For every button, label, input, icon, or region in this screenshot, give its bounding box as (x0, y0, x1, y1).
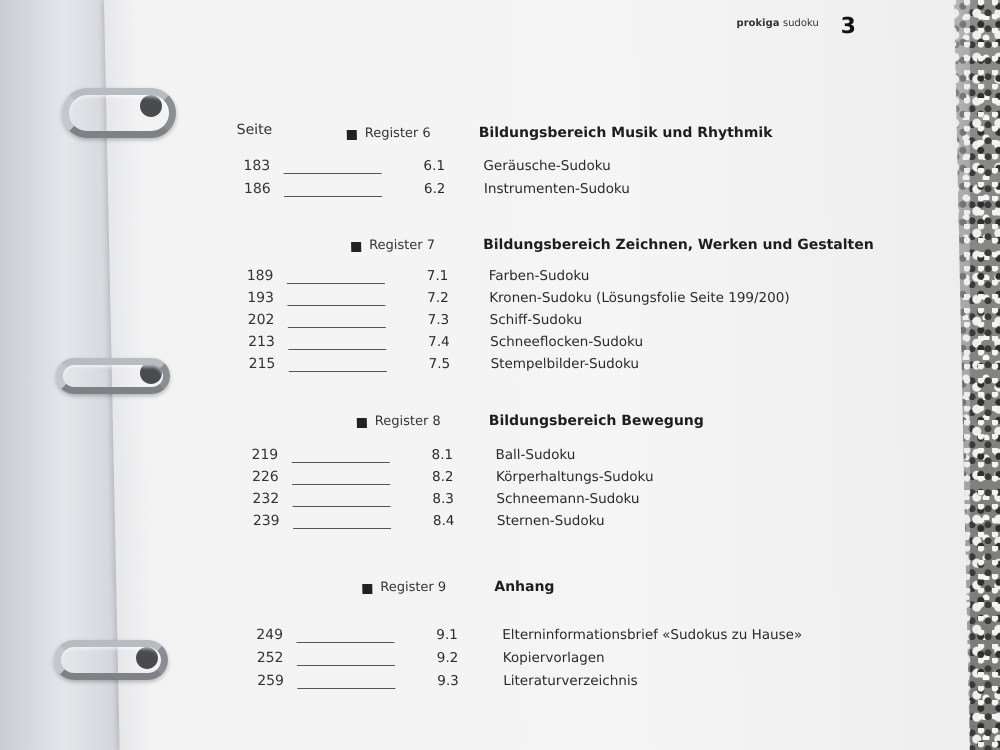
entry-title: Schiff-Sudoku (489, 312, 583, 328)
leader-line (289, 371, 387, 372)
entry-section-number: 9.1 (436, 627, 458, 643)
register-title: Bildungsbereich Bewegung (488, 413, 705, 429)
register-bullet (362, 584, 372, 594)
leader-line (292, 484, 390, 485)
entry-page-number: 183 (243, 158, 271, 174)
entry-title: Sternen-Sudoku (496, 513, 605, 529)
entry-section-number: 8.2 (431, 469, 454, 485)
entry-page-number: 202 (247, 312, 275, 328)
entry-section-number: 8.3 (432, 491, 455, 507)
leader-line (292, 462, 390, 463)
entry-page-number: 239 (252, 513, 280, 529)
entry-section-number: 7.3 (427, 312, 450, 328)
entry-title: Geräusche-Sudoku (483, 158, 611, 174)
entry-section-number: 7.1 (426, 268, 449, 284)
entry-section-number: 7.4 (427, 334, 450, 350)
register-label: Register 7 (368, 238, 436, 253)
entry-title: Instrumenten-Sudoku (483, 181, 631, 197)
entry-page-number: 215 (248, 356, 276, 372)
register-title: Bildungsbereich Zeichnen, Werken und Gestalten (482, 237, 874, 253)
register-label: Register 8 (374, 414, 441, 429)
entry-page-number: 226 (251, 469, 279, 485)
entry-page-number: 193 (247, 290, 275, 306)
document-page (104, 0, 970, 750)
header-brand: prokiga sudoku (736, 18, 819, 29)
entry-section-number: 7.5 (428, 356, 451, 372)
entry-section-number: 9.3 (437, 673, 459, 689)
binder-ring-middle (56, 358, 170, 394)
entry-page-number: 259 (257, 673, 285, 689)
leader-line (284, 173, 382, 174)
entry-section-number: 6.1 (423, 158, 446, 174)
entry-page-number: 189 (246, 268, 274, 284)
entry-title: Schneeflocken-Sudoku (489, 334, 644, 350)
register-bullet (347, 130, 357, 140)
entry-title: Farben-Sudoku (488, 268, 590, 284)
binder-ring-bottom (54, 640, 168, 680)
leader-line (296, 642, 394, 643)
entry-section-number: 9.2 (436, 650, 459, 666)
entry-section-number: 8.4 (432, 513, 455, 529)
entry-title: Körperhaltungs-Sudoku (495, 469, 654, 485)
entry-title: Kronen-Sudoku (Lösungsfolie Seite 199/200) (489, 290, 790, 306)
entry-title: Schneemann-Sudoku (496, 491, 640, 507)
leader-line (284, 196, 382, 197)
leader-line (288, 327, 386, 328)
entry-page-number: 252 (256, 650, 284, 666)
entry-title: Elterninformationsbrief «Sudokus zu Hause» (502, 627, 803, 643)
leader-line (293, 528, 391, 529)
leader-line (297, 665, 395, 666)
entry-section-number: 7.2 (427, 290, 449, 306)
register-bullet (351, 242, 361, 252)
register-bullet (357, 418, 367, 428)
entry-page-number: 219 (251, 447, 279, 463)
leader-line (287, 305, 385, 306)
binder-ring-top (62, 88, 176, 138)
entry-page-number: 186 (243, 181, 271, 197)
entry-page-number: 249 (256, 627, 284, 643)
register-label: Register 6 (364, 126, 431, 141)
entry-title: Literaturverzeichnis (503, 673, 638, 689)
entry-title: Kopiervorlagen (502, 650, 605, 666)
entry-page-number: 232 (252, 491, 280, 507)
leader-line (293, 506, 391, 507)
leader-line (288, 349, 386, 350)
entry-section-number: 8.1 (431, 447, 454, 463)
register-title: Anhang (494, 579, 555, 595)
column-header-seite: Seite (236, 122, 273, 138)
entry-title: Ball-Sudoku (495, 447, 576, 463)
leader-line (287, 283, 385, 284)
leader-line (297, 688, 395, 689)
register-label: Register 9 (380, 580, 447, 595)
page-number: 3 (840, 14, 857, 39)
entry-section-number: 6.2 (423, 181, 446, 197)
register-title: Bildungsbereich Musik und Rhythmik (478, 125, 773, 141)
entry-title: Stempelbilder-Sudoku (490, 356, 640, 372)
entry-page-number: 213 (247, 334, 276, 350)
